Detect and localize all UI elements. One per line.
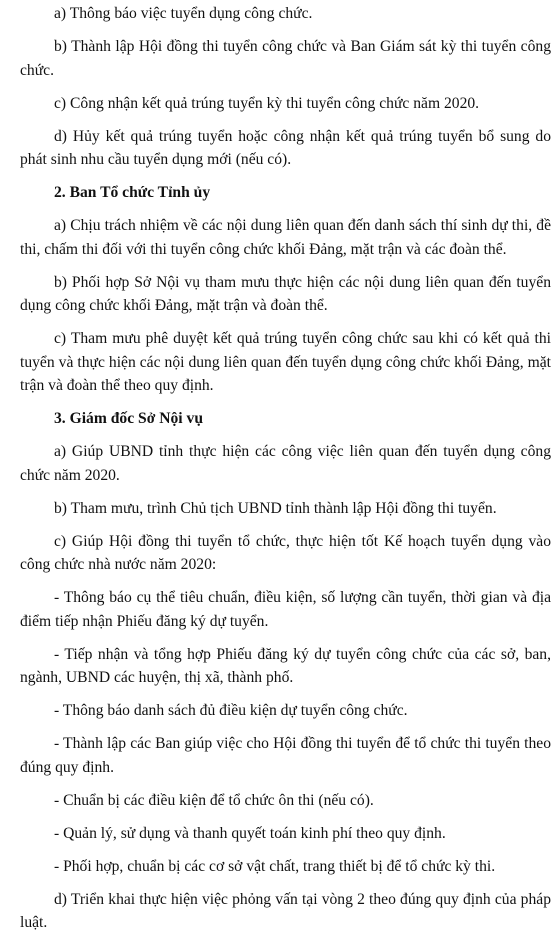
bullet-prepare-review: - Chuẩn bị các điều kiện để tổ chức ôn thi (nếu có). <box>54 791 374 809</box>
paragraph-3b: b) Tham mưu, trình Chủ tịch UBND tỉnh thành lập Hội đồng thi tuyển. <box>54 499 497 517</box>
paragraph-2c: c) Tham mưu phê duyệt kết quả trúng tuyển công chức sau khi có kết quả thi tuyển và thực hiện các nội dung liên quan đến tuyển dụng công chức khối Đảng, mặt trận và đoàn thể theo quy định. <box>20 330 551 394</box>
paragraph-a-announce: a) Thông báo việc tuyển dụng công chức. <box>54 5 313 22</box>
section-heading-2: 2. Ban Tổ chức Tỉnh ủy <box>54 184 211 201</box>
bullet-manage-budget: - Quản lý, sử dụng và thanh quyết toán kinh phí theo quy định. <box>54 824 446 842</box>
paragraph-3d: d) Triển khai thực hiện việc phỏng vấn tại vòng 2 theo đúng quy định của pháp luật. <box>20 890 551 931</box>
bullet-assist-boards: - Thành lập các Ban giúp việc cho Hội đồng thi tuyển để tổ chức thi tuyển theo đúng quy định. <box>20 735 551 776</box>
document-page <box>20 2 551 944</box>
section-heading-3: 3. Giám đốc Sở Nội vụ <box>54 410 203 427</box>
paragraph-3a: a) Giúp UBND tỉnh thực hiện các công việc liên quan đến tuyển dụng công chức năm 2020. <box>20 443 551 484</box>
paragraph-2b: b) Phối hợp Sở Nội vụ tham mưu thực hiện các nội dung liên quan đến tuyển dụng công chức khối Đảng, mặt trận và đoàn thể. <box>20 273 551 314</box>
bullet-announce-criteria: - Thông báo cụ thể tiêu chuẩn, điều kiện, số lượng cần tuyển, thời gian và địa điểm tiếp nhận Phiếu đăng ký dự tuyển. <box>20 589 551 630</box>
paragraph-2a: a) Chịu trách nhiệm về các nội dung liên quan đến danh sách thí sinh dự thi, đề thi, chấm thi đối với thi tuyển công chức khối Đảng, mặt trận và các đoàn thể. <box>20 217 551 258</box>
bullet-receive-forms: - Tiếp nhận và tổng hợp Phiếu đăng ký dự tuyển công chức của các sở, ban, ngành, UBND các huyện, thị xã, thành phố. <box>20 645 551 686</box>
paragraph-c-recognize-results: c) Công nhận kết quả trúng tuyển kỳ thi tuyển công chức năm 2020. <box>54 94 480 112</box>
bullet-eligible-list: - Thông báo danh sách đủ điều kiện dự tuyển công chức. <box>54 702 408 719</box>
paragraph-3c: c) Giúp Hội đồng thi tuyển tổ chức, thực hiện tốt Kế hoạch tuyển dụng vào công chức nhà nước năm 2020: <box>20 532 551 573</box>
paragraph-d-cancel-results: d) Hủy kết quả trúng tuyển hoặc công nhận kết quả trúng tuyển bổ sung do phát sinh nhu cầu tuyển dụng mới (nếu có). <box>20 127 551 168</box>
bullet-prepare-facilities: - Phối hợp, chuẩn bị các cơ sở vật chất, trang thiết bị để tổ chức kỳ thi. <box>54 857 496 875</box>
paragraph-b-establish-council: b) Thành lập Hội đồng thi tuyển công chức và Ban Giám sát kỳ thi tuyển công chức. <box>20 38 551 79</box>
